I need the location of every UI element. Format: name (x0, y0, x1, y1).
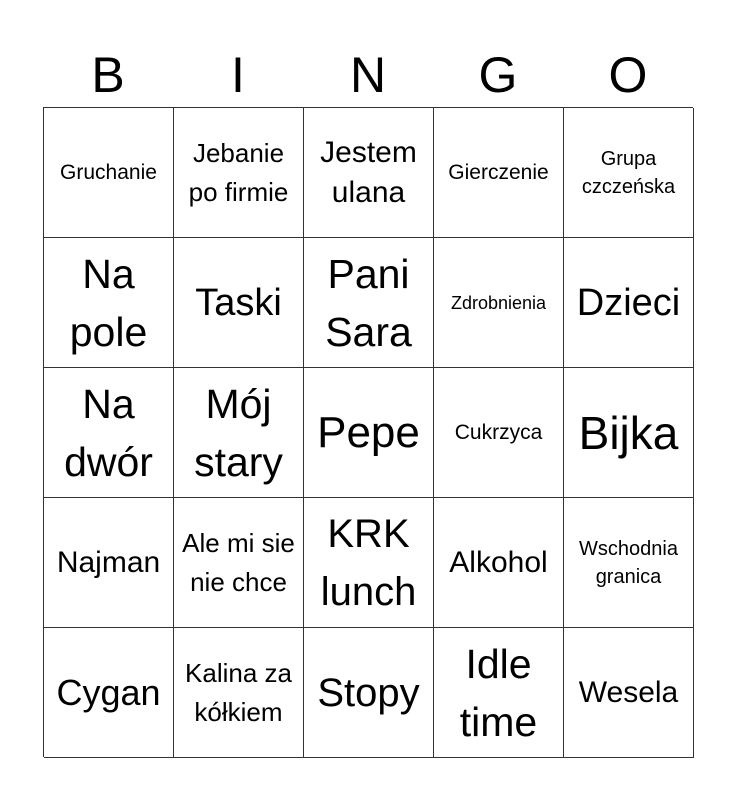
bingo-cell[interactable] (434, 368, 564, 498)
cell-text: Jestem ulana (320, 135, 417, 209)
bingo-cell[interactable] (304, 108, 434, 238)
bingo-cell[interactable] (434, 238, 564, 368)
bingo-cell[interactable] (304, 628, 434, 758)
header-letter-n: N (349, 47, 387, 103)
cell-text: Taski (195, 281, 282, 324)
bingo-cell[interactable] (44, 498, 174, 628)
bingo-cell[interactable] (434, 498, 564, 628)
bingo-cell[interactable] (564, 238, 694, 368)
header-letter-i: I (231, 47, 245, 103)
header-letter-o: O (608, 47, 648, 103)
cell-text: Wesela (578, 675, 679, 709)
bingo-cell[interactable] (434, 108, 564, 238)
cell-text: Gierczenie (448, 160, 549, 184)
cell-text: Na pole (69, 250, 148, 355)
bingo-cell[interactable] (564, 368, 694, 498)
cell-text: Pani Sara (325, 250, 412, 355)
header-letter-g: G (478, 47, 518, 103)
cell-text: Stopy (317, 670, 420, 715)
cell-text: Kalina za kółkiem (185, 657, 292, 727)
cell-text: Cygan (56, 671, 161, 713)
bingo-cell[interactable] (564, 108, 694, 238)
bingo-cell[interactable] (434, 628, 564, 758)
bingo-cell[interactable] (174, 238, 304, 368)
bingo-cell[interactable] (174, 628, 304, 758)
cell-text: KRK lunch (320, 511, 417, 614)
bingo-board (43, 107, 693, 757)
cell-text: Bijka (578, 406, 679, 459)
bingo-cell[interactable] (44, 368, 174, 498)
cell-text: Pepe (317, 407, 420, 457)
cell-text: Mój stary (194, 380, 283, 485)
bingo-cell[interactable] (174, 108, 304, 238)
cell-text: Alkohol (449, 545, 548, 579)
bingo-cell[interactable] (174, 368, 304, 498)
bingo-cell[interactable] (564, 628, 694, 758)
cell-text: Gruchanie (60, 160, 157, 184)
bingo-cell[interactable] (44, 628, 174, 758)
cell-text: Najman (56, 545, 161, 579)
bingo-cell[interactable] (304, 498, 434, 628)
cell-text: Idle time (459, 640, 538, 745)
bingo-cell[interactable] (304, 368, 434, 498)
bingo-cell[interactable] (564, 498, 694, 628)
bingo-cell[interactable] (44, 108, 174, 238)
bingo-header (43, 45, 693, 105)
cell-text: Dzieci (576, 281, 681, 324)
bingo-cell[interactable] (304, 238, 434, 368)
cell-text: Zdrobnienia (450, 292, 547, 313)
bingo-cell[interactable] (174, 498, 304, 628)
cell-text: Ale mi sie nie chce (182, 527, 295, 597)
bingo-cell[interactable] (44, 238, 174, 368)
cell-text: Grupa czczeńska (581, 147, 676, 198)
cell-text: Wschodnia granica (579, 537, 678, 588)
cell-text: Jebanie po firmie (188, 137, 289, 207)
cell-text: Cukrzyca (454, 420, 543, 444)
header-letter-b: B (91, 47, 125, 103)
cell-text: Na dwór (64, 380, 153, 485)
